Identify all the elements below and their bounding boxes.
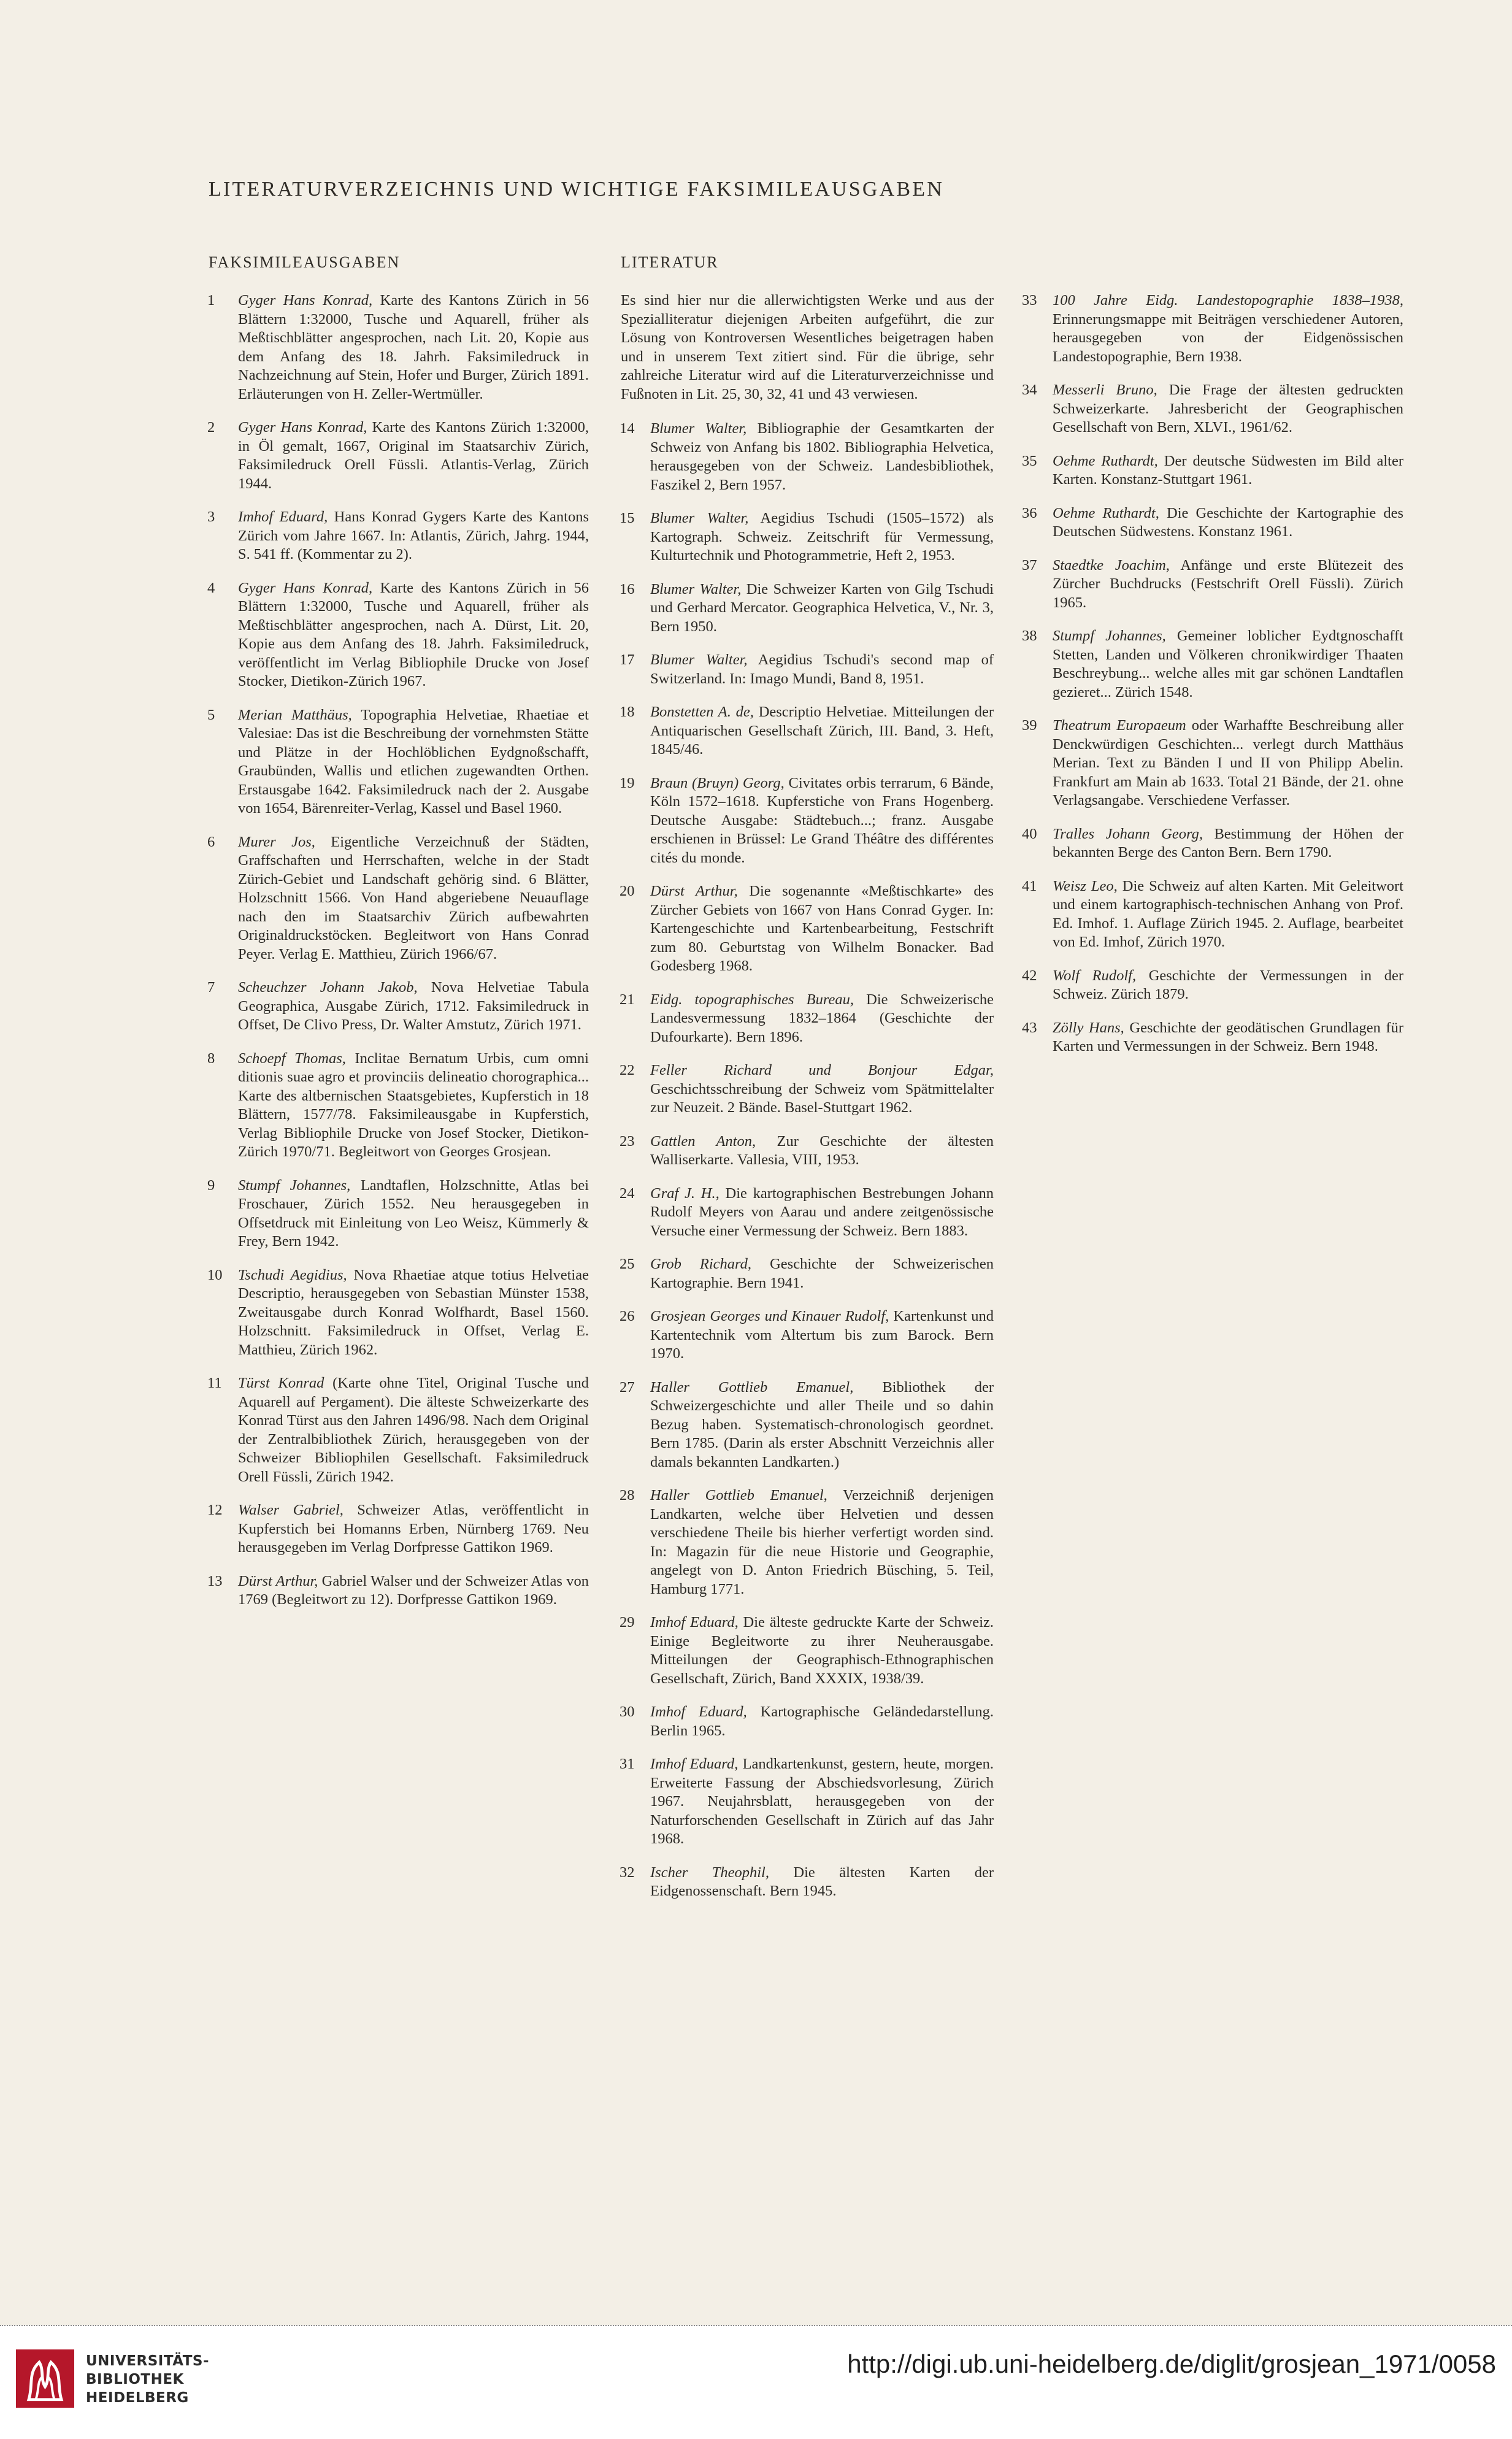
entry-description: Aegidius Tschudi (1505–1572) als Kartograph. Schweiz. Zeitschrift für Vermessung, Kulturtechnik und Photogrammetrie, Heft 2, 1953. — [650, 510, 994, 564]
bibliography-entry — [209, 978, 589, 1035]
entry-text — [1053, 291, 1403, 366]
entry-description: Nova Rhaetiae atque totius Helvetiae Descriptio, herausgegeben von Sebastian Münster 1538, Zweitausgabe durch Konrad Wolfhardt, Basel 1560. Holzschnitt. Faksimiledruck in Offset, Verlag E. Matthieu, Zürich 1962. — [238, 1266, 589, 1358]
entry-text — [238, 418, 589, 493]
entry-text — [1053, 504, 1403, 542]
bibliography-entry — [209, 833, 589, 964]
entry-text — [650, 580, 994, 637]
entry-number: 27 — [620, 1378, 635, 1396]
entry-author: Blumer Walter, — [650, 580, 742, 597]
entry-number: 2 — [207, 419, 215, 436]
entry-number: 41 — [1022, 877, 1037, 894]
bibliography-entry — [621, 1255, 994, 1292]
literature-heading: LITERATUR — [621, 253, 719, 271]
entry-text — [238, 1374, 589, 1486]
bibliography-entry — [209, 291, 589, 404]
entry-description: Bestimmung der Höhen der bekannten Berge des Canton Bern. Bern 1790. — [1053, 825, 1403, 861]
entry-number: 8 — [207, 1050, 215, 1067]
entry-author: Stumpf Johannes, — [238, 1177, 351, 1194]
entry-description: Gemeiner loblicher Eydtgnoschafft Stetten, Landen und Völkeren chronikwirdiger Thaaten Beschreybung... welche alles mit gar schönen Landtaflen gezieret... Zürich 1548. — [1053, 628, 1403, 701]
entry-author: Eidg. topographisches Bureau, — [650, 991, 854, 1008]
entry-text — [650, 651, 994, 688]
entry-text — [650, 420, 994, 494]
entry-text — [238, 1050, 589, 1162]
entry-number: 24 — [620, 1185, 635, 1202]
library-name — [86, 2352, 209, 2407]
entry-number: 4 — [207, 579, 215, 596]
entry-number: 33 — [1022, 292, 1037, 309]
entry-description: Gabriel Walser und der Schweizer Atlas von 1769 (Begleitwort zu 12). Dorfpresse Gattikon 1969. — [238, 1572, 589, 1608]
bibliography-entry — [1023, 504, 1403, 542]
footer-bar — [0, 2325, 1512, 2439]
entry-description: Zur Geschichte der ältesten Walliserkarte. Vallesia, VIII, 1953. — [650, 1132, 994, 1168]
bibliography-entry — [209, 579, 589, 691]
bibliography-entry — [621, 1486, 994, 1599]
bibliography-entry — [1023, 381, 1403, 437]
entry-description: Topographia Helvetiae, Rhaetiae et Valesiae: Das ist die Beschreibung der vornehmsten Stätte und Plätze in der Hochlöblichen Eydgnoßschafft, Graubünden, Wallis und etlichen zugewandten Orthen. Erstausgabe 1642. Faksimiledruck nach der 2. Ausgabe von 1654, Bärenreiter-Verlag, Kassel und Basel 1960. — [238, 706, 589, 816]
entry-text — [238, 579, 589, 691]
library-name-line3: HEIDELBERG — [86, 2390, 189, 2406]
entry-author: Wolf Rudolf, — [1053, 967, 1137, 984]
entry-description: Inclitae Bernatum Urbis, cum omni ditionis suae agro et provinciis delineatio chorographica... Karte des altbernischen Staatsgebietes, Kupferstich in 18 Blättern, 1577/78. Faksimileausgabe in Kupferstich, Verlag Bibliophile Drucke von Josef Stocker, Dietikon-Zürich 1970/71. Begleitwort von Georges Grosjean. — [238, 1050, 589, 1160]
bibliography-entry — [1023, 556, 1403, 613]
entry-text — [238, 1501, 589, 1558]
entry-author: Imhof Eduard, — [650, 1703, 747, 1720]
entry-number: 38 — [1022, 628, 1037, 644]
entry-author: Oehme Ruthardt, — [1053, 452, 1158, 469]
entry-author: Braun (Bruyn) Georg, — [650, 774, 785, 791]
bibliography-entry — [621, 1864, 994, 1901]
entry-text — [650, 703, 994, 759]
entry-number: 10 — [207, 1266, 223, 1283]
bibliography-entry — [621, 651, 994, 688]
entry-number: 29 — [620, 1614, 635, 1630]
entry-number: 21 — [620, 991, 635, 1008]
bibliography-entry — [621, 1703, 994, 1740]
entry-text — [650, 1703, 994, 1740]
entry-author: Graf J. H., — [650, 1185, 720, 1202]
bibliography-entry — [621, 1185, 994, 1241]
library-name-line1: UNIVERSITÄTS- — [86, 2353, 210, 2369]
library-name-line2: BIBLIOTHEK — [86, 2372, 184, 2387]
entry-author: Imhof Eduard, — [650, 1756, 739, 1772]
bibliography-entry — [621, 580, 994, 637]
entry-number: 12 — [207, 1502, 223, 1518]
entry-author: Blumer Walter, — [650, 420, 747, 437]
bibliography-entry — [621, 1307, 994, 1364]
bibliography-entry — [1023, 1019, 1403, 1056]
entry-author: Haller Gottlieb Emanuel, — [650, 1487, 827, 1504]
entry-number: 34 — [1022, 382, 1037, 398]
entry-number: 5 — [207, 706, 215, 723]
entry-author: Gyger Hans Konrad, — [238, 579, 373, 596]
entry-author: Blumer Walter, — [650, 651, 748, 668]
entry-number: 11 — [207, 1375, 222, 1391]
entry-description: Die älteste gedruckte Karte der Schweiz. Einige Begleitworte zu ihrer Neuherausgabe. Mitteilungen der Geographisch-Ethnographischen Gesellschaft, Zürich, Band XXXIX, 1938/39. — [650, 1614, 994, 1687]
entry-text — [1053, 1019, 1403, 1056]
entry-description: Die Schweizerische Landesvermessung 1832–1864 (Geschichte der Dufourkarte). Bern 1896. — [650, 991, 994, 1045]
entry-number: 40 — [1022, 825, 1037, 842]
entry-text — [238, 291, 589, 404]
entry-text — [650, 1378, 994, 1472]
bibliography-entry — [209, 508, 589, 564]
literature-column-right — [1023, 291, 1403, 1071]
entry-author: Türst Konrad — [238, 1375, 324, 1391]
entry-number: 6 — [207, 833, 215, 850]
entry-description: Die kartographischen Bestrebungen Johann Rudolf Meyers von Aarau und andere zeitgenössische Versuche einer Vermessung der Schweiz. Bern 1883. — [650, 1185, 994, 1239]
entry-number: 37 — [1022, 556, 1037, 574]
entry-author: Imhof Eduard, — [650, 1614, 739, 1630]
entry-description: Karte des Kantons Zürich in 56 Blättern 1:32000, Tusche und Aquarell, früher als Meßtischblätter angesprochen, nach Lit. 20, Kopie aus dem Anfang des 18. Jahrh. Faksimiledruck in Nachzeichnung auf Stein, Hofer und Burger, Zürich 1891. Erläuterungen von H. Zeller-Wertmüller. — [238, 292, 589, 402]
entry-text — [1053, 967, 1403, 1004]
entry-author: Gyger Hans Konrad, — [238, 419, 367, 436]
entry-number: 3 — [207, 509, 215, 525]
entry-text — [1053, 381, 1403, 437]
entry-number: 14 — [620, 420, 635, 437]
entry-number: 23 — [620, 1132, 635, 1150]
bibliography-entry — [209, 1501, 589, 1558]
entry-text — [650, 1132, 994, 1170]
entry-number: 16 — [620, 580, 635, 597]
entry-number: 17 — [620, 651, 635, 668]
entry-description: Geschichtsschreibung der Schweiz vom Spätmittelalter zur Neuzeit. 2 Bände. Basel-Stuttgart 1962. — [650, 1080, 994, 1116]
entry-text — [650, 1486, 994, 1599]
entry-author: Oehme Ruthardt, — [1053, 504, 1159, 521]
entry-author: Feller Richard und Bonjour Edgar, — [650, 1062, 994, 1078]
entry-number: 30 — [620, 1703, 635, 1720]
entry-description: Die Geschichte der Kartographie des Deutschen Südwestens. Konstanz 1961. — [1053, 504, 1404, 540]
entry-author: Weisz Leo, — [1053, 877, 1118, 894]
entry-author: Blumer Walter, — [650, 510, 749, 526]
bibliography-entry — [621, 882, 994, 976]
entry-author: Dürst Arthur, — [650, 883, 738, 899]
entry-description: Die Frage der ältesten gedruckten Schweizerkarte. Jahresbericht der Geographischen Gesellschaft von Bern, XLVI., 1961/62. — [1053, 382, 1404, 436]
entry-text — [238, 1572, 589, 1610]
entry-text — [650, 1185, 994, 1241]
facsimile-heading: FAKSIMILEAUSGABEN — [209, 253, 401, 271]
page-title: LITERATURVERZEICHNIS UND WICHTIGE FAKSIMILEAUSGABEN — [209, 178, 944, 201]
entry-text — [238, 833, 589, 964]
bibliography-entry — [1023, 291, 1403, 366]
entry-text — [1053, 716, 1403, 810]
bibliography-entry — [209, 1266, 589, 1360]
entry-text — [1053, 825, 1403, 862]
entry-author: Stumpf Johannes, — [1053, 628, 1166, 644]
bibliography-entry — [209, 1050, 589, 1162]
entry-description: Bibliographie der Gesamtkarten der Schweiz von Anfang bis 1802. Bibliographia Helvetica, herausgegeben von der Schweiz. Landesbibliothek, Faszikel 2, Bern 1957. — [650, 420, 994, 493]
entry-author: Staedtke Joachim, — [1053, 556, 1170, 574]
bibliography-entry — [209, 1374, 589, 1486]
entry-author: Imhof Eduard, — [238, 509, 328, 525]
bibliography-entry — [1023, 967, 1403, 1004]
entry-text — [238, 706, 589, 818]
entry-author: Murer Jos, — [238, 833, 315, 850]
entry-description: Geschichte der geodätischen Grundlagen für Karten und Vermessungen in der Schweiz. Bern 1948. — [1053, 1019, 1403, 1054]
entry-author: Scheuchzer Johann Jakob, — [238, 979, 418, 996]
entry-text — [650, 1613, 994, 1688]
entry-number: 18 — [620, 704, 635, 720]
entry-author: Merian Matthäus, — [238, 706, 352, 723]
bibliography-entry — [621, 1378, 994, 1472]
bibliography-entry — [1023, 627, 1403, 702]
entry-text — [1053, 452, 1403, 490]
literature-column-left — [621, 291, 994, 1916]
entry-number: 31 — [620, 1756, 635, 1772]
entry-number: 42 — [1022, 967, 1037, 984]
entry-author: Haller Gottlieb Emanuel, — [650, 1378, 854, 1396]
entry-description: Hans Konrad Gygers Karte des Kantons Zürich vom Jahre 1667. In: Atlantis, Zürich, Jahrg. 1944, S. 541 ff. (Kommentar zu 2). — [238, 509, 589, 563]
entry-description: Der deutsche Südwesten im Bild alter Karten. Konstanz-Stuttgart 1961. — [1053, 452, 1403, 488]
entry-description: Geschichte der Vermessungen in der Schweiz. Zürich 1879. — [1053, 967, 1404, 1002]
bibliography-entry — [209, 1177, 589, 1251]
entry-number: 1 — [207, 292, 215, 309]
entry-description: Die Schweizer Karten von Gilg Tschudi und Gerhard Mercator. Geographica Helvetica, V., Nr. 3, Bern 1950. — [650, 580, 994, 635]
source-url-link[interactable]: http://digi.ub.uni-heidelberg.de/diglit/grosjean_1971/0058 — [847, 2349, 1496, 2378]
entry-text — [1053, 627, 1403, 702]
entry-text — [1053, 877, 1403, 952]
entry-author: Messerli Bruno, — [1053, 382, 1157, 398]
entry-number: 19 — [620, 774, 635, 791]
entry-text — [238, 1266, 589, 1360]
entry-description: Kartenkunst und Kartentechnik vom Altertum bis zum Barock. Bern 1970. — [650, 1308, 994, 1362]
entry-description: Schweizer Atlas, veröffentlicht in Kupferstich bei Homanns Erben, Nürnberg 1769. Neu herausgegeben im Verlag Dorfpresse Gattikon 1969. — [238, 1502, 589, 1556]
entry-number: 36 — [1022, 504, 1037, 521]
entry-number: 7 — [207, 979, 215, 996]
entry-number: 26 — [620, 1308, 635, 1324]
entry-number: 9 — [207, 1177, 215, 1194]
entry-author: Ischer Theophil, — [650, 1864, 769, 1881]
bibliography-entry — [621, 1755, 994, 1849]
bibliography-entry — [1023, 825, 1403, 862]
entry-description: Landtaflen, Holzschnitte, Atlas bei Froschauer, Zürich 1552. Neu herausgegeben in Offsetdruck mit Einleitung von Leo Weisz, Kümmerly & Frey, Bern 1942. — [238, 1177, 589, 1250]
entry-number: 25 — [620, 1256, 635, 1272]
entry-description: Verzeichniß derjenigen Landkarten, welche über Helvetien und dessen verschiedene Theile bis hierher verfertigt worden sind. In: Magazin für die neue Historie und Geographie, angelegt von D. Anton Friedrich Büsching, 5. Teil, Hamburg 1771. — [650, 1487, 994, 1597]
entry-text — [650, 1864, 994, 1901]
entry-text — [650, 1755, 994, 1849]
entry-text — [238, 978, 589, 1035]
entry-author: Theatrum Europaeum — [1053, 717, 1186, 734]
entry-description: Karte des Kantons Zürich 1:32000, in Öl gemalt, 1667, Original im Staatsarchiv Zürich, Faksimiledruck Orell Füssli. Atlantis-Verlag, Zürich 1944. — [238, 419, 589, 492]
bibliography-entry — [209, 418, 589, 493]
entry-text — [1053, 556, 1403, 613]
entry-number: 22 — [620, 1062, 635, 1078]
bibliography-entry — [621, 420, 994, 494]
bibliography-entry — [1023, 877, 1403, 952]
facsimile-column — [209, 291, 589, 1624]
entry-author: Tralles Johann Georg, — [1053, 825, 1203, 842]
entry-number: 43 — [1022, 1019, 1037, 1036]
entry-author: Zölly Hans, — [1053, 1019, 1124, 1036]
entry-description: Kartographische Geländedarstellung. Berlin 1965. — [650, 1703, 994, 1739]
bibliography-entry — [621, 1061, 994, 1118]
entry-author: Walser Gabriel, — [238, 1502, 343, 1518]
bibliography-entry — [621, 703, 994, 759]
entry-number: 15 — [620, 510, 635, 526]
entry-number: 35 — [1022, 452, 1037, 469]
bibliography-entry — [209, 706, 589, 818]
entry-description: Eigentliche Verzeichnuß der Städten, Graffschaften und Herrschaften, welche in der Stadt Zürich-Gebiet und Landschaft gehörig sind. 6 Blätter, Holzschnitt 1566. Von Hand abgeriebene Neuauflage nach den im Staatsarchiv Zürich aufbewahrten Originaldruckstöcken. Begleitwort von Hans Conrad Peyer. Verlag E. Matthieu, Zürich 1966/67. — [238, 833, 589, 962]
bibliography-entry — [209, 1572, 589, 1610]
bibliography-entry — [621, 1613, 994, 1688]
bibliography-entry — [621, 1132, 994, 1170]
entry-text — [650, 774, 994, 868]
entry-description: Erinnerungsmappe mit Beiträgen verschiedener Autoren, herausgegeben von der Eidgenössischen Landestopographie, Bern 1938. — [1053, 310, 1403, 365]
entry-number: 28 — [620, 1487, 635, 1504]
entry-author: Gyger Hans Konrad, — [238, 292, 373, 309]
entry-text — [650, 991, 994, 1047]
entry-author: Bonstetten A. de, — [650, 704, 754, 720]
entry-description: Die Schweiz auf alten Karten. Mit Geleitwort und einem kartographisch-technischen Anhang von Prof. Ed. Imhof. 1. Auflage Zürich 1945. 2. Auflage, bearbeitet von Ed. Imhof, Zürich 1970. — [1053, 877, 1403, 950]
entry-description: Die ältesten Karten der Eidgenossenschaft. Bern 1945. — [650, 1864, 994, 1899]
entry-author: Grosjean Georges und Kinauer Rudolf, — [650, 1308, 889, 1324]
entry-text — [650, 1061, 994, 1118]
entry-author: Tschudi Aegidius, — [238, 1266, 347, 1283]
entry-description: Landkartenkunst, gestern, heute, morgen. Erweiterte Fassung der Abschiedsvorlesung, Zürich 1967. Neujahrsblatt, herausgegeben von der Naturforschenden Gesellschaft in Zürich auf das Jahr 1968. — [650, 1756, 994, 1847]
entry-text — [650, 509, 994, 566]
bibliography-entry — [621, 991, 994, 1047]
entry-text — [650, 1255, 994, 1292]
entry-author: Gattlen Anton, — [650, 1132, 756, 1150]
entry-description: Karte des Kantons Zürich in 56 Blättern 1:32000, Tusche und Aquarell, früher als Meßtischblätter angesprochen, nach A. Dürst, Lit. 20, Kopie aus dem Anfang des 18. Jahrh. Faksimiledruck, veröffentlicht im Verlag Bibliophile Drucke von Josef Stocker, Dietikon-Zürich 1967. — [238, 579, 589, 689]
entry-number: 13 — [207, 1572, 223, 1589]
entry-description: oder Warhaffte Beschreibung aller Denckwürdigen Geschichten... verlegt durch Matthäus Merian. Text zu Bänden I und II von Philipp Abelin. Frankfurt am Main ab 1633. Total 21 Bände, der 21. ohne Verlagsangabe. Verschiedene Verfasser. — [1053, 717, 1403, 809]
entry-description: Die sogenannte «Meßtischkarte» des Zürcher Gebiets von 1667 von Hans Conrad Gyger. In: Kartengeschichte und Kartenbearbeitung, Festschrift zum 80. Geburtstag von Wilhelm Bonacker. Bad Godesberg 1968. — [650, 883, 994, 974]
entry-text — [650, 882, 994, 976]
entry-description: Geschichte der Schweizerischen Kartographie. Bern 1941. — [650, 1256, 994, 1291]
bibliography-entry — [1023, 716, 1403, 810]
entry-number: 20 — [620, 883, 635, 899]
entry-author: 100 Jahre Eidg. Landestopographie 1838–1938, — [1053, 292, 1403, 309]
entry-author: Grob Richard, — [650, 1256, 752, 1272]
entry-description: Anfänge und erste Blütezeit des Zürcher Buchdrucks (Festschrift Orell Füssli). Zürich 1965. — [1053, 556, 1403, 611]
entry-author: Dürst Arthur, — [238, 1572, 318, 1589]
entry-description: Aegidius Tschudi's second map of Switzerland. In: Imago Mundi, Band 8, 1951. — [650, 651, 994, 687]
bibliography-entry — [1023, 452, 1403, 490]
university-library-logo-icon — [16, 2349, 74, 2408]
entry-text — [238, 1177, 589, 1251]
entry-number: 39 — [1022, 717, 1037, 734]
bibliography-entry — [621, 774, 994, 868]
entry-author: Schoepf Thomas, — [238, 1050, 346, 1067]
entry-text — [650, 1307, 994, 1364]
entry-description: Bibliothek der Schweizergeschichte und aller Theile und so dahin Bezug haben. Systematisch-chronologisch geordnet. Bern 1785. (Darin als erster Abschnitt Verzeichnis aller damals bekannten Landkarten.) — [650, 1378, 994, 1470]
entry-description: Nova Helvetiae Tabula Geographica, Ausgabe Zürich, 1712. Faksimiledruck in Offset, De Clivo Press, Dr. Walter Amstutz, Zürich 1971. — [238, 979, 589, 1033]
literature-intro: Es sind hier nur die allerwichtigsten Werke und aus der Spezialliteratur diejenigen Arbeiten aufgeführt, die zur Lösung von Kontroversen Wesentliches beigetragen haben und in unserem Text zitiert sind. Für die übrige, sehr zahlreiche Literatur wird auf die Literaturverzeichnisse und Fußnoten in Lit. 25, 30, 32, 41 und 43 verwiesen. — [621, 292, 994, 402]
entry-description: (Karte ohne Titel, Original Tusche und Aquarell auf Pergament). Die älteste Schweizerkarte des Konrad Türst aus den Jahren 1496/98. Nach dem Original der Zentralbibliothek Zürich, herausgegeben von der Schweizer Bibliophilen Gesellschaft. Faksimiledruck Orell Füssli, Zürich 1942. — [238, 1375, 589, 1485]
entry-number: 32 — [620, 1864, 635, 1881]
entry-description: Civitates orbis terrarum, 6 Bände, Köln 1572–1618. Kupferstiche von Frans Hogenberg. Deutsche Ausgabe: Städtebuch...; franz. Ausgabe erschienen in Brüssel: Le Grand Théâtre des différentes cités du monde. — [650, 774, 994, 866]
entry-text — [238, 508, 589, 564]
bibliography-entry — [621, 509, 994, 566]
entry-description: Descriptio Helvetiae. Mitteilungen der Antiquarischen Gesellschaft Zürich, III. Band, 3. Heft, 1845/46. — [650, 704, 994, 758]
